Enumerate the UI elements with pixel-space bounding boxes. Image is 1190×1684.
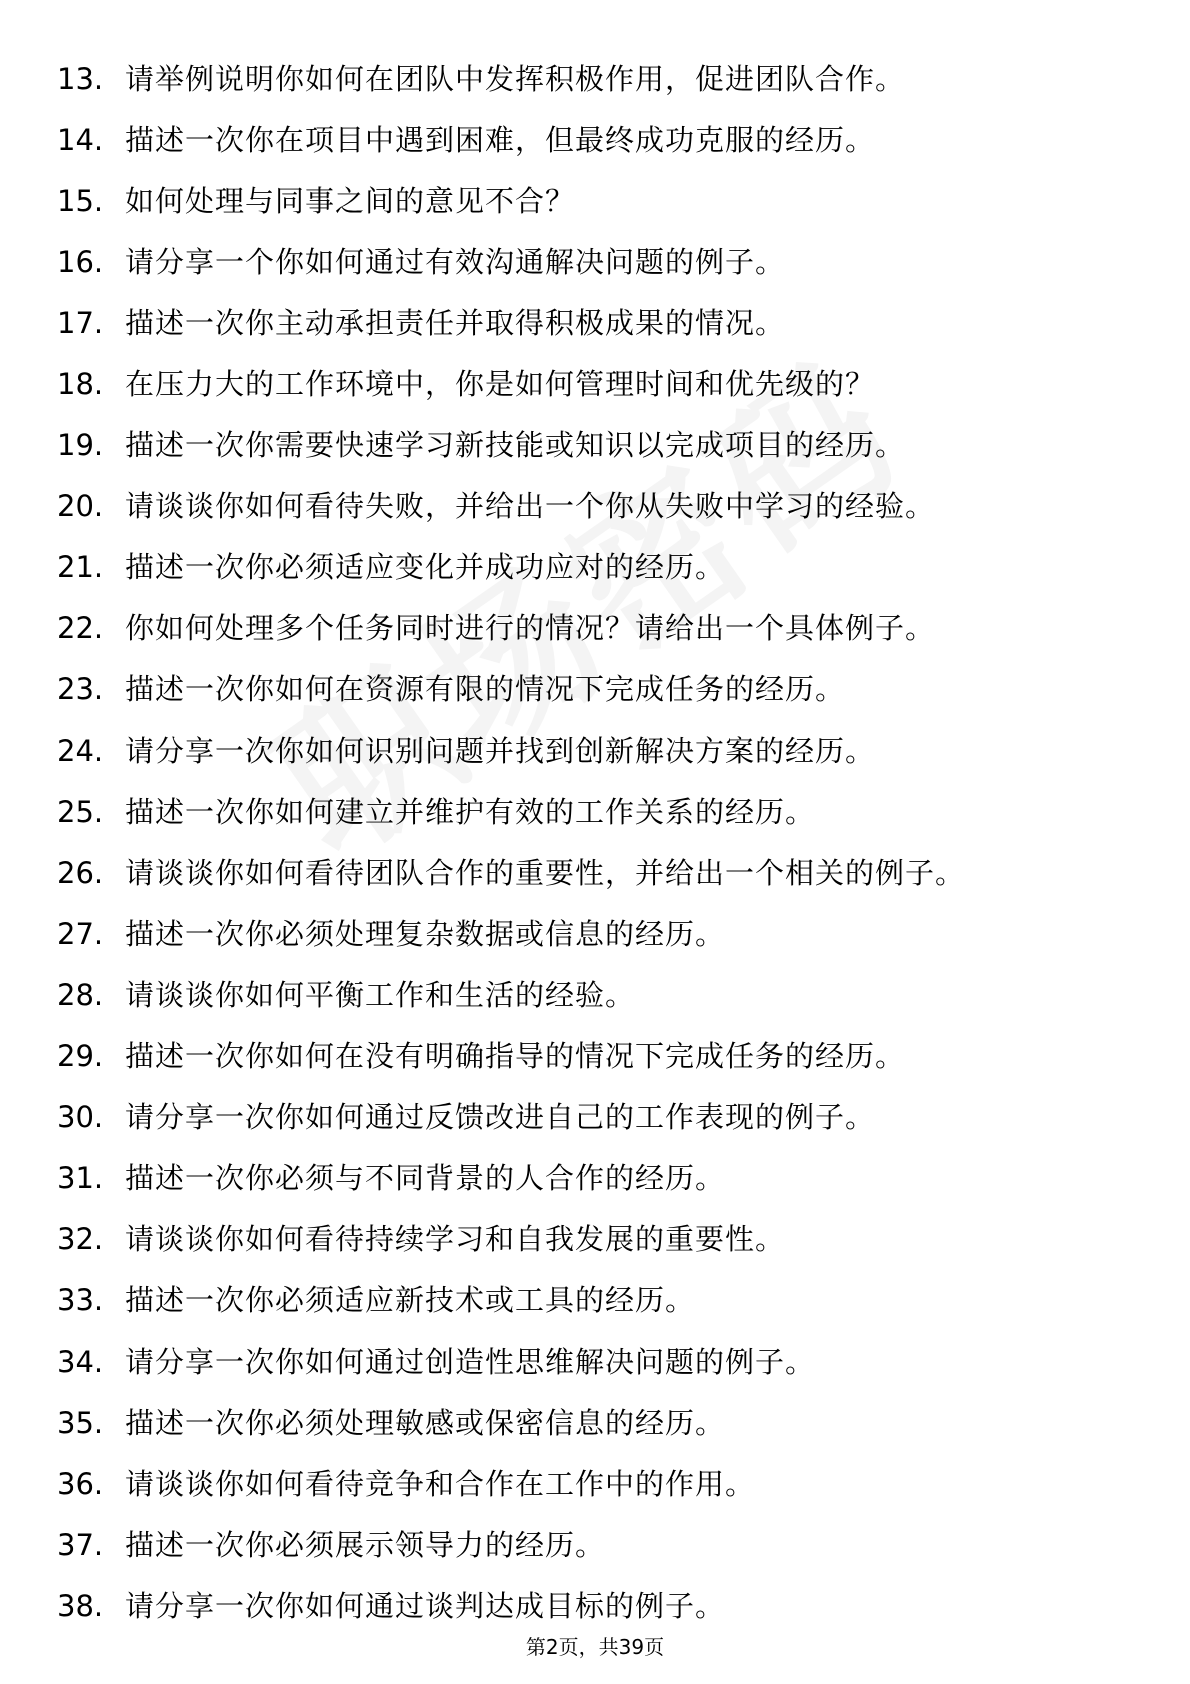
question-text: 请分享一个你如何通过有效沟通解决问题的例子。 [125, 244, 786, 279]
question-text: 请谈谈你如何看待竞争和合作在工作中的作用。 [125, 1466, 756, 1501]
question-number: 26. [57, 855, 104, 890]
list-item [0, 720, 1190, 781]
question-text: 描述一次你必须适应新技术或工具的经历。 [125, 1283, 696, 1318]
question-text: 在压力大的工作环境中，你是如何管理时间和优先级的？ [125, 367, 876, 402]
question-text: 描述一次你如何在没有明确指导的情况下完成任务的经历。 [125, 1039, 906, 1074]
list-item [0, 353, 1190, 414]
list-item [0, 231, 1190, 292]
list-item [0, 170, 1190, 231]
question-text: 你如何处理多个任务同时进行的情况？请给出一个具体例子。 [125, 611, 936, 646]
question-number: 21. [57, 550, 104, 585]
list-item [0, 1209, 1190, 1270]
question-text: 请谈谈你如何看待团队合作的重要性，并给出一个相关的例子。 [125, 855, 966, 890]
question-text: 描述一次你必须与不同背景的人合作的经历。 [125, 1161, 726, 1196]
question-number: 17. [57, 305, 104, 340]
list-item [0, 109, 1190, 170]
question-text: 描述一次你主动承担责任并取得积极成果的情况。 [125, 305, 786, 340]
question-text: 请分享一次你如何识别问题并找到创新解决方案的经历。 [125, 733, 876, 768]
question-text: 描述一次你如何在资源有限的情况下完成任务的经历。 [125, 672, 846, 707]
question-text: 描述一次你必须适应变化并成功应对的经历。 [125, 550, 726, 585]
question-number: 38. [57, 1588, 104, 1623]
question-number: 34. [57, 1344, 104, 1379]
question-number: 28. [57, 977, 104, 1012]
question-text: 描述一次你在项目中遇到困难，但最终成功克服的经历。 [125, 122, 876, 157]
list-item [0, 1514, 1190, 1575]
question-number: 32. [57, 1222, 104, 1257]
list-item [0, 1148, 1190, 1209]
question-number: 25. [57, 794, 104, 829]
question-number: 13. [57, 61, 104, 96]
question-text: 请谈谈你如何看待持续学习和自我发展的重要性。 [125, 1222, 786, 1257]
question-text: 描述一次你如何建立并维护有效的工作关系的经历。 [125, 794, 816, 829]
question-number: 27. [57, 916, 104, 951]
list-item [0, 415, 1190, 476]
list-item [0, 1453, 1190, 1514]
question-number: 29. [57, 1039, 104, 1074]
question-text: 请举例说明你如何在团队中发挥积极作用，促进团队合作。 [125, 61, 906, 96]
question-number: 36. [57, 1466, 104, 1501]
list-item [0, 48, 1190, 109]
list-item [0, 1087, 1190, 1148]
page-number: 第2页，共39页 [525, 1635, 665, 1659]
list-item [0, 964, 1190, 1025]
list-item [0, 598, 1190, 659]
list-item [0, 1575, 1190, 1636]
question-number: 20. [57, 489, 104, 524]
list-item [0, 292, 1190, 353]
list-item [0, 781, 1190, 842]
question-number: 18. [57, 367, 104, 402]
question-text: 请分享一次你如何通过反馈改进自己的工作表现的例子。 [125, 1100, 876, 1135]
question-text: 描述一次你必须展示领导力的经历。 [125, 1527, 606, 1562]
list-item [0, 903, 1190, 964]
list-item [0, 1026, 1190, 1087]
question-number: 24. [57, 733, 104, 768]
question-number: 19. [57, 428, 104, 463]
question-number: 33. [57, 1283, 104, 1318]
list-item [0, 1392, 1190, 1453]
question-text: 请谈谈你如何看待失败，并给出一个你从失败中学习的经验。 [125, 489, 936, 524]
list-item [0, 659, 1190, 720]
question-text: 描述一次你必须处理复杂数据或信息的经历。 [125, 916, 726, 951]
question-text: 请谈谈你如何平衡工作和生活的经验。 [125, 977, 636, 1012]
question-number: 37. [57, 1527, 104, 1562]
question-text: 请分享一次你如何通过谈判达成目标的例子。 [125, 1588, 726, 1623]
question-number: 14. [57, 122, 104, 157]
list-item [0, 842, 1190, 903]
list-item [0, 537, 1190, 598]
list-item [0, 1270, 1190, 1331]
question-text: 如何处理与同事之间的意见不合？ [125, 183, 576, 218]
question-number: 15. [57, 183, 104, 218]
question-number: 22. [57, 611, 104, 646]
question-number: 23. [57, 672, 104, 707]
list-item [0, 476, 1190, 537]
question-text: 请分享一次你如何通过创造性思维解决问题的例子。 [125, 1344, 816, 1379]
question-list [0, 48, 1190, 1636]
list-item [0, 1331, 1190, 1392]
question-text: 描述一次你需要快速学习新技能或知识以完成项目的经历。 [125, 428, 906, 463]
question-number: 35. [57, 1405, 104, 1440]
question-number: 30. [57, 1100, 104, 1135]
question-text: 描述一次你必须处理敏感或保密信息的经历。 [125, 1405, 726, 1440]
question-number: 31. [57, 1161, 104, 1196]
question-number: 16. [57, 244, 104, 279]
